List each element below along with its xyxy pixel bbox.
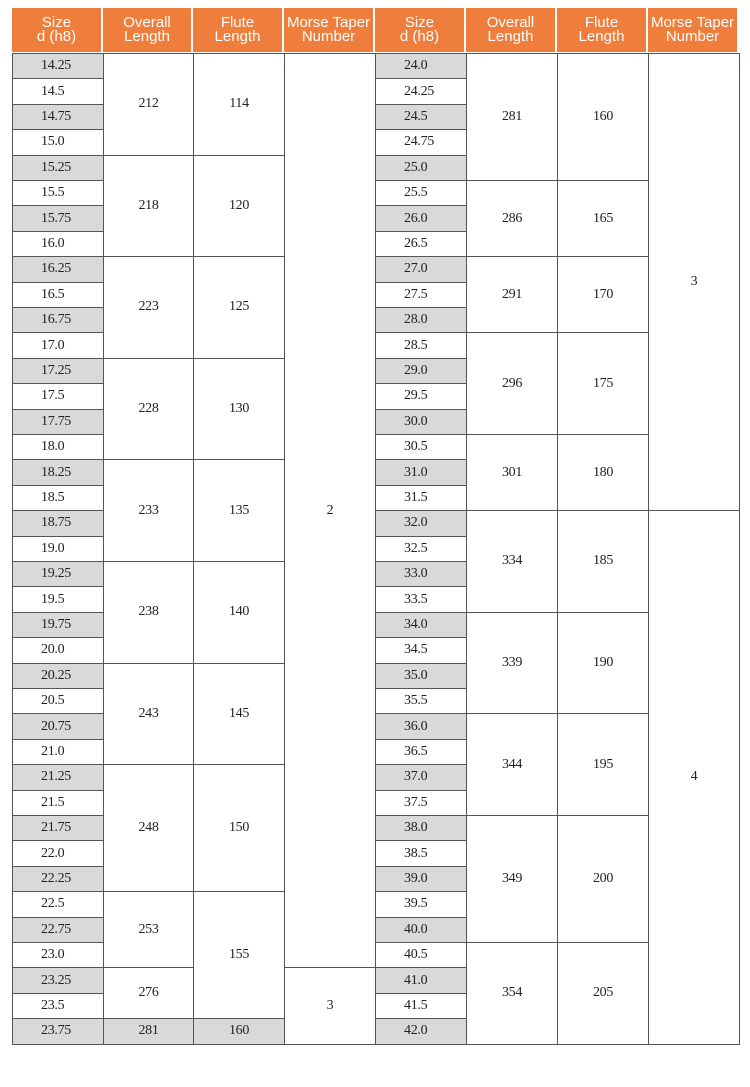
size-cell: 38.5 [375, 840, 467, 866]
size-cell: 36.5 [375, 739, 467, 765]
size-cell: 31.5 [375, 485, 467, 511]
size-cell: 15.75 [12, 205, 104, 231]
overall-length-cell: 339 [466, 612, 558, 715]
size-cell: 19.0 [12, 536, 104, 562]
flute-length-cell: 145 [193, 663, 285, 766]
flute-length-cell: 160 [557, 53, 649, 181]
size-cell: 28.5 [375, 332, 467, 358]
column-header: Size d (h8) [12, 8, 103, 52]
size-cell: 16.25 [12, 256, 104, 282]
column-header: Flute Length [557, 8, 648, 52]
size-cell: 30.5 [375, 434, 467, 460]
size-cell: 23.75 [12, 1018, 104, 1044]
overall-length-cell: 286 [466, 180, 558, 257]
size-cell: 17.25 [12, 358, 104, 384]
size-cell: 37.0 [375, 764, 467, 790]
size-cell: 26.0 [375, 205, 467, 231]
size-cell: 27.0 [375, 256, 467, 282]
size-cell: 31.0 [375, 459, 467, 485]
overall-length-cell: 238 [103, 561, 194, 664]
flute-length-cell: 185 [557, 510, 649, 613]
size-cell: 18.0 [12, 434, 104, 460]
size-cell: 26.5 [375, 231, 467, 257]
size-cell: 42.0 [375, 1018, 467, 1044]
column-header: Overall Length [466, 8, 557, 52]
size-cell: 40.5 [375, 942, 467, 968]
size-cell: 35.5 [375, 688, 467, 714]
size-cell: 19.5 [12, 586, 104, 612]
overall-length-cell: 233 [103, 459, 194, 562]
size-cell: 24.25 [375, 78, 467, 104]
size-cell: 18.75 [12, 510, 104, 536]
size-cell: 20.75 [12, 713, 104, 739]
size-cell: 22.75 [12, 917, 104, 943]
morse-taper-cell: 2 [284, 53, 376, 968]
size-cell: 22.0 [12, 840, 104, 866]
size-cell: 27.5 [375, 282, 467, 308]
size-cell: 16.5 [12, 282, 104, 308]
overall-length-cell: 301 [466, 434, 558, 511]
flute-length-cell: 165 [557, 180, 649, 257]
overall-length-cell: 212 [103, 53, 194, 156]
overall-length-cell: 276 [103, 967, 194, 1019]
column-header: Morse Taper Number [648, 8, 739, 52]
size-cell: 28.0 [375, 307, 467, 333]
size-cell: 34.5 [375, 637, 467, 663]
size-cell: 21.75 [12, 815, 104, 841]
size-cell: 32.0 [375, 510, 467, 536]
morse-taper-cell: 3 [284, 967, 376, 1044]
size-cell: 23.5 [12, 993, 104, 1019]
size-cell: 15.25 [12, 155, 104, 181]
size-cell: 21.5 [12, 790, 104, 816]
size-cell: 33.5 [375, 586, 467, 612]
size-cell: 22.5 [12, 891, 104, 917]
size-cell: 23.0 [12, 942, 104, 968]
flute-length-cell: 175 [557, 332, 649, 435]
size-cell: 20.25 [12, 663, 104, 689]
overall-length-cell: 223 [103, 256, 194, 359]
size-cell: 14.5 [12, 78, 104, 104]
flute-length-cell: 195 [557, 713, 649, 816]
overall-length-cell: 296 [466, 332, 558, 435]
column-header: Flute Length [193, 8, 284, 52]
size-cell: 33.0 [375, 561, 467, 587]
column-header: Morse Taper Number [284, 8, 375, 52]
size-cell: 35.0 [375, 663, 467, 689]
overall-length-cell: 228 [103, 358, 194, 461]
size-cell: 36.0 [375, 713, 467, 739]
flute-length-cell: 125 [193, 256, 285, 359]
size-cell: 18.5 [12, 485, 104, 511]
flute-length-cell: 155 [193, 891, 285, 1019]
size-cell: 20.5 [12, 688, 104, 714]
size-cell: 14.75 [12, 104, 104, 130]
flute-length-cell: 135 [193, 459, 285, 562]
size-cell: 40.0 [375, 917, 467, 943]
size-cell: 22.25 [12, 866, 104, 892]
flute-length-cell: 130 [193, 358, 285, 461]
size-cell: 24.5 [375, 104, 467, 130]
size-cell: 34.0 [375, 612, 467, 638]
size-cell: 29.0 [375, 358, 467, 384]
size-cell: 19.75 [12, 612, 104, 638]
size-cell: 18.25 [12, 459, 104, 485]
overall-length-cell: 354 [466, 942, 558, 1045]
size-cell: 25.0 [375, 155, 467, 181]
size-cell: 20.0 [12, 637, 104, 663]
size-cell: 30.0 [375, 409, 467, 435]
size-cell: 38.0 [375, 815, 467, 841]
size-cell: 17.75 [12, 409, 104, 435]
size-cell: 16.75 [12, 307, 104, 333]
flute-length-cell: 190 [557, 612, 649, 715]
overall-length-cell: 218 [103, 155, 194, 258]
size-cell: 23.25 [12, 967, 104, 993]
size-cell: 17.0 [12, 332, 104, 358]
size-cell: 21.25 [12, 764, 104, 790]
size-cell: 41.5 [375, 993, 467, 1019]
overall-length-cell: 253 [103, 891, 194, 968]
overall-length-cell: 334 [466, 510, 558, 613]
flute-length-cell: 200 [557, 815, 649, 943]
size-cell: 25.5 [375, 180, 467, 206]
size-cell: 17.5 [12, 383, 104, 409]
overall-length-cell: 248 [103, 764, 194, 892]
column-header: Size d (h8) [375, 8, 466, 52]
size-cell: 39.0 [375, 866, 467, 892]
size-cell: 32.5 [375, 536, 467, 562]
flute-length-cell: 120 [193, 155, 285, 258]
flute-length-cell: 205 [557, 942, 649, 1045]
flute-length-cell: 180 [557, 434, 649, 511]
size-cell: 15.5 [12, 180, 104, 206]
overall-length-cell: 349 [466, 815, 558, 943]
flute-length-cell: 114 [193, 53, 285, 156]
size-cell: 37.5 [375, 790, 467, 816]
size-cell: 19.25 [12, 561, 104, 587]
flute-length-cell: 170 [557, 256, 649, 333]
size-cell: 24.0 [375, 53, 467, 79]
overall-length-cell: 281 [466, 53, 558, 181]
flute-length-cell: 140 [193, 561, 285, 664]
size-cell: 15.0 [12, 129, 104, 155]
morse-taper-cell: 4 [648, 510, 740, 1044]
overall-length-cell: 291 [466, 256, 558, 333]
size-cell: 14.25 [12, 53, 104, 79]
size-cell: 21.0 [12, 739, 104, 765]
flute-length-cell: 150 [193, 764, 285, 892]
size-cell: 16.0 [12, 231, 104, 257]
morse-taper-cell: 3 [648, 53, 740, 511]
size-cell: 41.0 [375, 967, 467, 993]
size-cell: 39.5 [375, 891, 467, 917]
overall-length-cell: 243 [103, 663, 194, 766]
size-cell: 29.5 [375, 383, 467, 409]
flute-length-cell: 160 [193, 1018, 285, 1044]
size-cell: 24.75 [375, 129, 467, 155]
column-header: Overall Length [103, 8, 193, 52]
overall-length-cell: 281 [103, 1018, 194, 1044]
overall-length-cell: 344 [466, 713, 558, 816]
